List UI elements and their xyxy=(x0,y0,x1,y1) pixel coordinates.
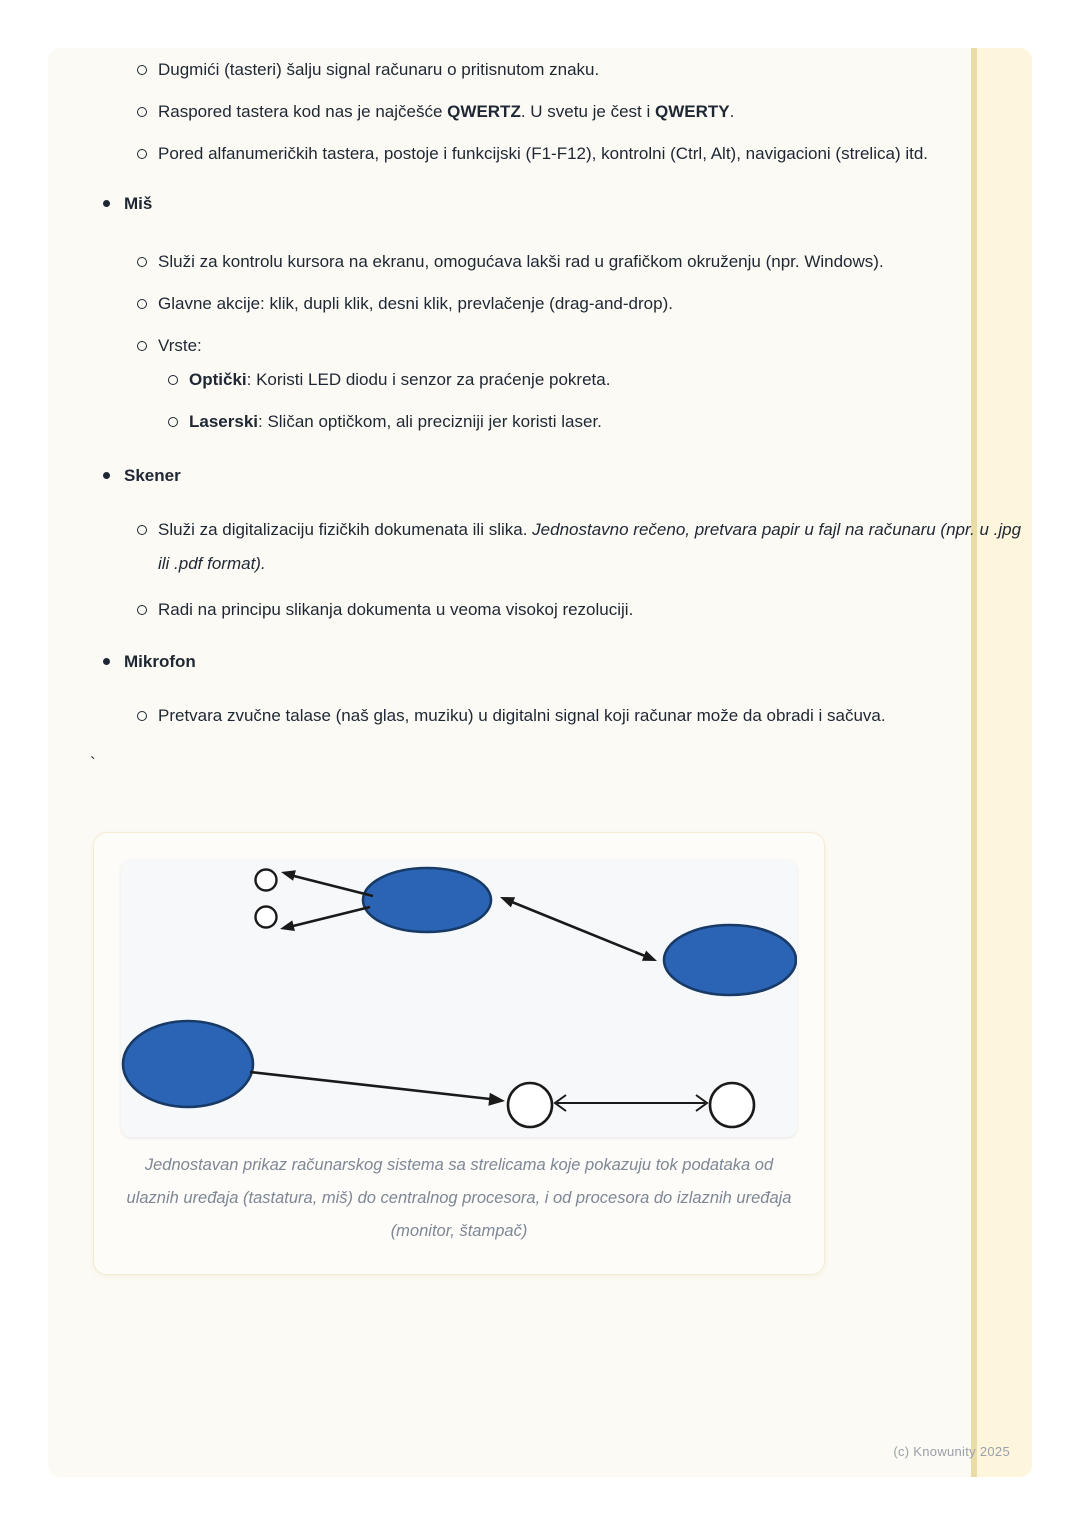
double-arrow-bottom xyxy=(555,1095,707,1111)
arrow-to-bottom-circle xyxy=(250,1072,505,1106)
blue-ellipse-top xyxy=(363,868,491,932)
bullet-circle-icon xyxy=(137,513,158,535)
document-content xyxy=(48,48,1032,1275)
bold-text: Laserski xyxy=(189,412,258,431)
stray-backtick: ` xyxy=(90,754,96,773)
list-item-text: Glavne akcije: klik, dupli klik, desni klik, prevlačenje (drag-and-drop). xyxy=(158,294,673,313)
section-heading xyxy=(48,645,1032,679)
system-diagram xyxy=(121,860,797,1137)
list-item-text: Služi za digitalizaciju fizičkih dokumenata ili slika. xyxy=(158,520,533,539)
bullet-circle-icon xyxy=(137,699,158,721)
list-item-text: . xyxy=(729,102,735,121)
bullet-circle-icon xyxy=(137,245,158,267)
list-item-text: Vrste: xyxy=(158,336,202,355)
list-item xyxy=(48,363,1032,397)
bottom-circle-right xyxy=(710,1083,754,1127)
list-item-text: . U svetu je čest i xyxy=(520,102,655,121)
list-item xyxy=(48,699,1032,733)
bullet-circle-icon xyxy=(168,363,189,385)
bottom-circle-left xyxy=(508,1083,552,1127)
bullet-dot-icon xyxy=(103,645,124,665)
diagram-panel xyxy=(121,860,797,1137)
document-page xyxy=(48,48,1032,1477)
watermark: (c) Knowunity 2025 xyxy=(893,1444,1010,1459)
bullet-dot-icon xyxy=(103,187,124,207)
section-title: Skener xyxy=(124,466,181,485)
arrow-to-circle-1 xyxy=(281,870,373,896)
bullet-dot-icon xyxy=(103,459,124,479)
list-item xyxy=(48,405,1032,439)
section-heading xyxy=(48,459,1032,493)
section-heading xyxy=(48,187,1032,221)
bullet-circle-icon xyxy=(137,95,158,117)
bold-text: QWERTY xyxy=(655,102,730,121)
list-item-text: Radi na principu slikanja dokumenta u veoma visokoj rezoluciji. xyxy=(158,600,634,619)
list-item-text: Dugmići (tasteri) šalju signal računaru o pritisnutom znaku. xyxy=(158,60,600,79)
list-item xyxy=(48,245,1032,279)
list-item xyxy=(48,593,1032,627)
italic-text: Jednostavno rečeno, pretvara papir u fajl na računaru (npr. u .jpg ili .pdf format). xyxy=(158,520,1022,573)
list-item-text: : Koristi LED diodu i senzor za praćenje pokreta. xyxy=(246,370,611,389)
bullet-circle-icon xyxy=(137,53,158,75)
list-item xyxy=(48,95,1032,129)
figure-caption: Jednostavan prikaz računarskog sistema sa strelicama koje pokazuju tok podataka od ulaznih uređaja (tastatura, miš) do centralnog procesora, i od procesora do izlaznih uređaja (monitor, štampač) xyxy=(126,1156,792,1240)
figure-card xyxy=(93,832,825,1275)
double-arrow-top xyxy=(500,897,657,961)
bullet-circle-icon xyxy=(137,593,158,615)
list-item xyxy=(48,329,1032,363)
list-item xyxy=(48,287,1032,321)
bold-text: Optički xyxy=(189,370,247,389)
list-item-text: Raspored tastera kod nas je najčešće xyxy=(158,102,448,121)
bullet-circle-icon xyxy=(137,287,158,309)
list-item-text: Pored alfanumeričkih tastera, postoje i funkcijski (F1-F12), kontrolni (Ctrl, Alt), navigacioni (strelica) itd. xyxy=(158,144,929,163)
bullet-circle-icon xyxy=(137,137,158,159)
small-circle-1 xyxy=(256,870,277,891)
list-item xyxy=(48,513,1032,581)
list-item-text: Pretvara zvučne talase (naš glas, muziku) u digitalni signal koji računar može da obradi i sačuva. xyxy=(158,706,886,725)
bold-text: QWERTZ xyxy=(447,102,521,121)
list-item xyxy=(48,53,1032,87)
section-title: Miš xyxy=(124,194,153,213)
list-item xyxy=(48,137,1032,171)
bullet-circle-icon xyxy=(168,405,189,427)
arrow-to-circle-2 xyxy=(280,907,370,931)
small-circle-2 xyxy=(256,907,277,928)
blue-ellipse-right xyxy=(664,925,796,995)
list-item-text: Služi za kontrolu kursora na ekranu, omogućava lakši rad u grafičkom okruženju (npr. Windows). xyxy=(158,252,884,271)
bullet-circle-icon xyxy=(137,329,158,351)
section-title: Mikrofon xyxy=(124,652,196,671)
blue-ellipse-bottom-left xyxy=(123,1021,253,1107)
list-item-text: : Sličan optičkom, ali precizniji jer koristi laser. xyxy=(258,412,602,431)
